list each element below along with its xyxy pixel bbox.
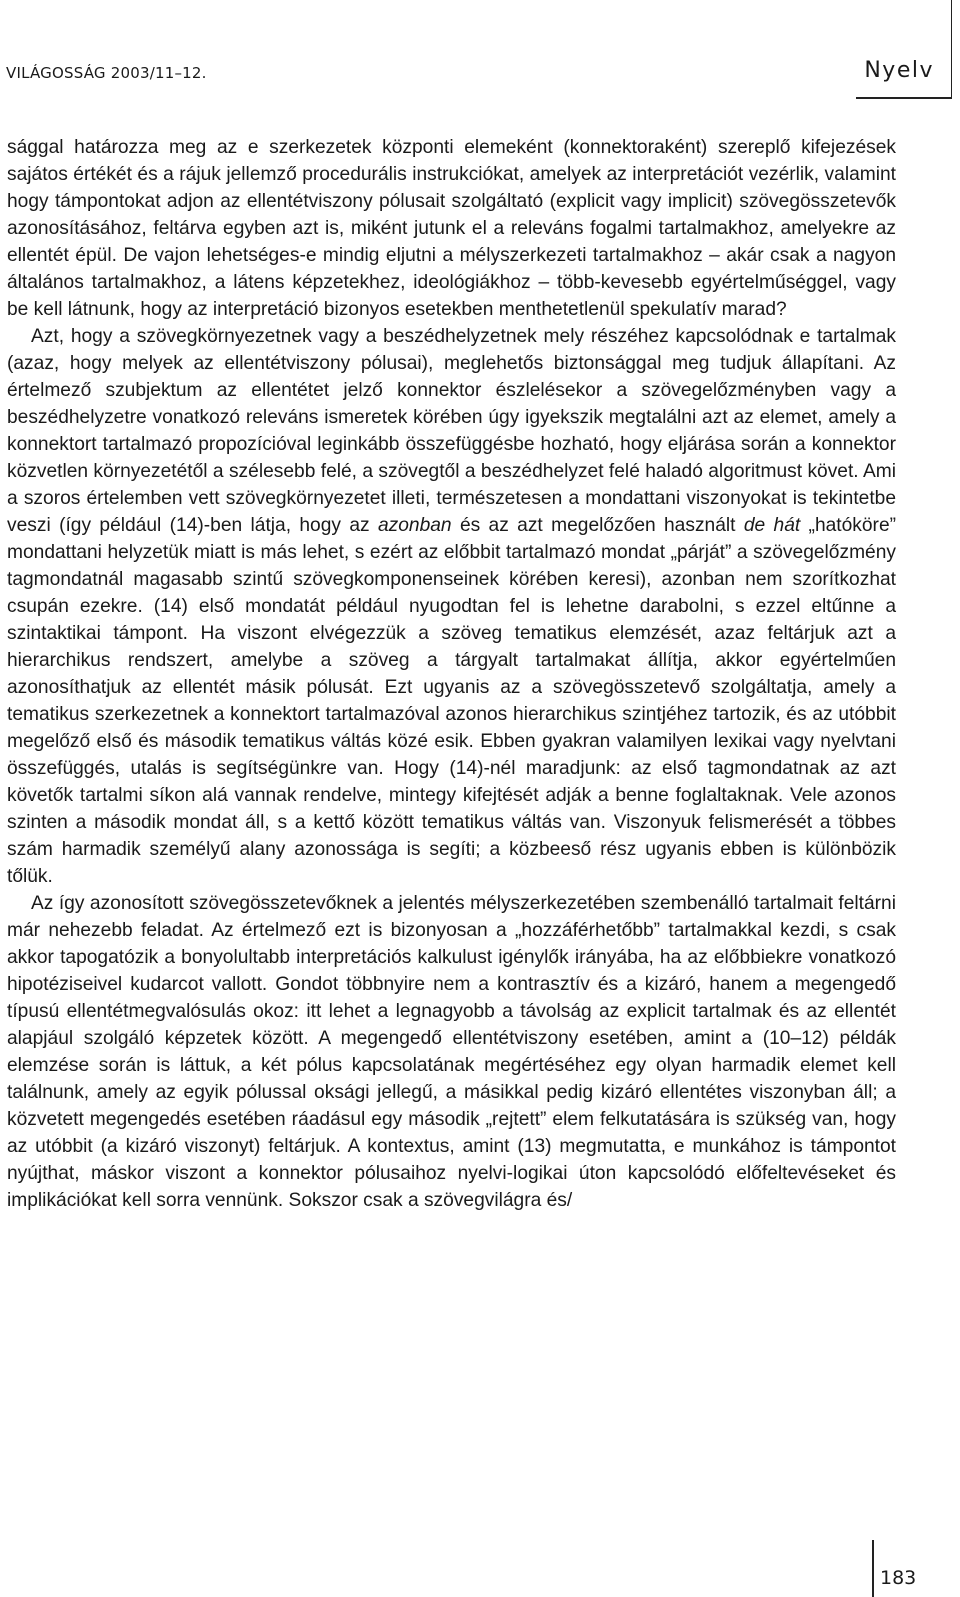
body-text xyxy=(7,134,896,1214)
term-de-hat: de hát xyxy=(743,515,801,536)
page-number: 183 xyxy=(880,1567,917,1589)
journal-issue: VILÁGOSSÁG 2003/11–12. xyxy=(6,64,207,82)
paragraph-2-text-a: Azt, hogy a szövegkörnyezetnek vagy a beszédhelyzetnek mely részéhez kapcsolódnak e tartalmak (azaz, hogy melyek az ellentétviszony pólusai), meglehetős biztonsággal meg tudjuk állapítani. Az értelmező szubjektum az ellentétet jelző konnektor észlelésekor a szövegelőzményben vagy a beszédhelyzetre vonatkozó releváns ismeretek körében úgy igyekszik megtalálni azt az elemet, amely a konnektort tartalmazó propozícióval leginkább összefüggésbe hozható, hogy eljárása során a konnektor közvetlen környezetétől a szélesebb felé, a szövegtől a beszédhelyzet felé haladó algoritmust követ. Ami a szoros értelemben vett szövegkörnyezetet illeti, természetesen a mondattani viszonyokat is tekintetbe veszi (így például (14)-ben látja, hogy az xyxy=(7,326,896,536)
paragraph-1: sággal határozza meg az e szerkezetek központi elemeként (konnektoraként) szereplő kifejezések sajátos értékét és a rájuk jellemző procedurális instrukciókat, amelyek az interpretációt vezérlik, valamint hogy támpontokat adjon az ellentétviszony pólusait szolgáltató (explicit vagy implicit) szövegösszetevők azonosításához, feltárva egyben azt is, miként jutunk el a releváns fogalmi tartalmakhoz, amelyekre az ellentét épül. De vajon lehetséges-e mindig eljutni a mélyszerkezeti tartalmakhoz – akár csak a nagyon általános tartalmakhoz, a látens képzetekhez, ideológiákhoz – több-kevesebb egyértelműséggel, vagy be kell látnunk, hogy az interpretáció bizonyos esetekben menthetetlenül spekulatív marad? xyxy=(7,137,896,320)
paragraph-2-text-b: és az azt megelőzően használt xyxy=(451,515,744,536)
paragraph-2-text-c: „hatóköre” mondattani helyzetük miatt is más lehet, s ezért az előbbit tartalmazó mondat „párját” a szövegelőzmény tagmondatnál magasabb szintű szövegkomponenseinek körében keresi), azonban nem szorítkozhat csupán ezekre. (14) első mondatát például nyugodtan fel is lehetne darabolni, s ezzel eltűnne a szintaktikai támpont. Ha viszont elvégezzük a szöveg tematikus elemzését, azaz feltárjuk azt a hierarchikus rendszert, amelybe a szöveg a tárgyalt tartalmakat állítja, akkor egyértelműen azonosíthatjuk az ellentét másik pólusát. Ezt ugyanis az a szövegösszetevő szolgáltatja, amely a tematikus szerkezetnek a konnektort tartalmazóval azonos hierarchikus szintjéhez tartozik, és az utóbbit megelőző első és második tematikus váltás közé esik. Ebben gyakran valamilyen lexikai vagy nyelvtani összefüggés, utalás is segítségünkre van. Hogy (14)-nél maradjunk: az első tagmondatnak az azt követők tartalmi síkon alá vannak rendelve, mintegy kifejtését adják a benne foglaltaknak. Vele azonos szinten a második mondat áll, s a kettő között tematikus váltás van. Viszonyuk felismerését a többes szám harmadik személyű alany azonossága is segíti; a közbeeső rész ugyanis ebben is különbözik tőlük. xyxy=(7,515,897,887)
running-head xyxy=(6,58,952,98)
corner-rule-horizontal xyxy=(856,97,952,99)
paragraph-3: Az így azonosított szövegösszetevőknek a jelentés mélyszerkezetében szembenálló tartalmait feltárni már nehezebb feladat. Az értelmező ezt is bizonyosan a „hozzáférhetőbb” tartalmakkal kezdi, s csak akkor tapogatózik a bonyolultabb interpretációs kalkulust igénylők irányába, ha az előbbiekre vonatkozó hipotéziseivel kudarcot vallott. Gondot többnyire nem a kontrasztív és a kizáró, hanem a megengedő típusú ellentétmegvalósulás okoz: itt lehet a legnagyobb a távolság az explicit tartalmak és az ellentét alapjául szolgáló képzetek között. A megengedő ellentétviszony esetében, amint a (10–12) példák elemzése során is láttuk, a két pólus kapcsolatának megértéséhez egy olyan harmadik elemet kell találnunk, amely az egyik pólussal oksági jellegű, a másikkal pedig kizáró ellentétes viszonyban áll; a közvetett megengedés esetében ráadásul egy második „rejtett” elem felkutatására is szükség van, hogy az utóbbit (a kizáró viszonyt) feltárjuk. A kontextus, amint (13) megmutatta, e munkához is támpontot nyújthat, máskor viszont a konnektor pólusaihoz nyelvi-logikai úton kapcsolódó előfeltevéseket és implikációkat kell sorra vennünk. Sokszor csak a szövegvilágra és/ xyxy=(7,893,896,1211)
section-name: Nyelv xyxy=(864,58,934,83)
folio-rule xyxy=(872,1540,874,1597)
paragraph-2 xyxy=(7,323,896,890)
term-azonban: azonban xyxy=(377,515,452,536)
corner-rule-vertical xyxy=(951,0,953,98)
